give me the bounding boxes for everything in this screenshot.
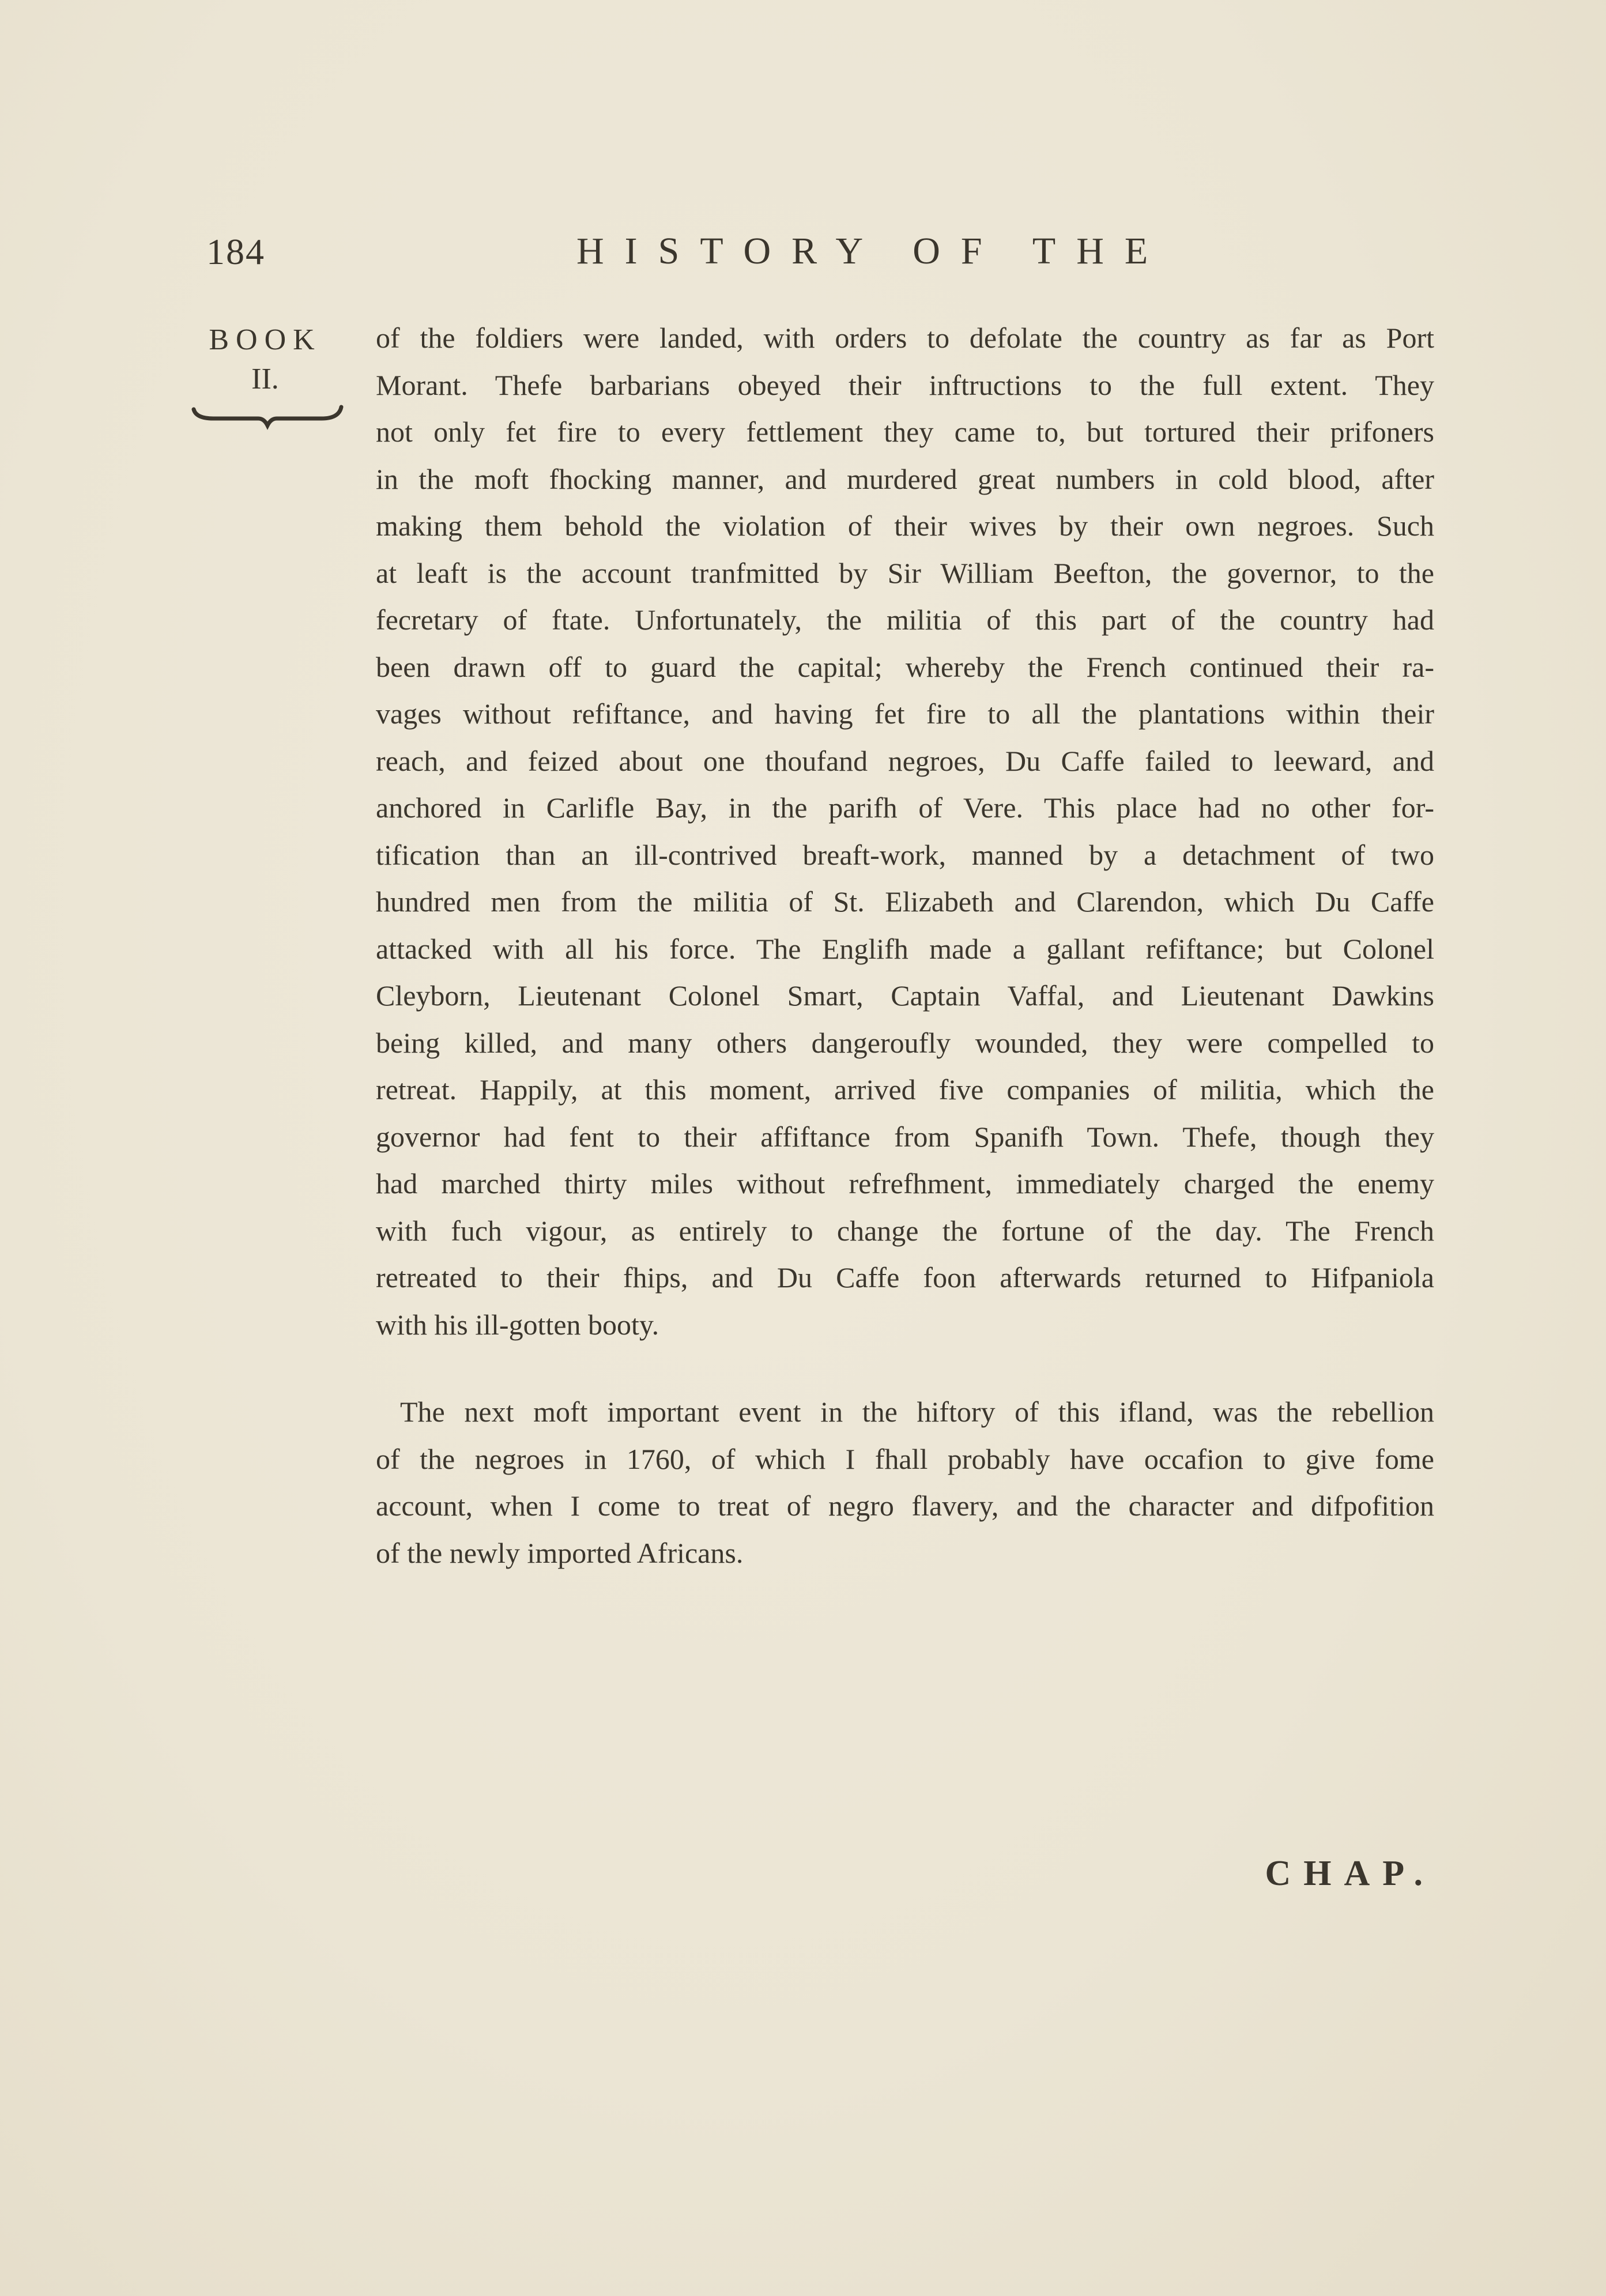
text-line: being killed, and many others dangeroufly wounded, they were compelled to — [376, 1026, 1434, 1059]
text-line: been drawn off to guard the capital; whereby the French continued their ra- — [376, 650, 1434, 683]
text-line: retreat. Happily, at this moment, arrived five companies of militia, which the — [376, 1073, 1434, 1106]
text-line: vages without refiftance, and having fet fire to all the plantations within their — [376, 698, 1434, 730]
text-line: of the foldiers were landed, with orders to defolate the country as far as Port — [376, 322, 1434, 354]
text-line: retreated to their fhips, and Du Caffe foon afterwards returned to Hifpaniola — [376, 1261, 1434, 1294]
text-line: The next moft important event in the hiftory of this ifland, was the rebellion — [400, 1396, 1434, 1428]
text-line: at leaft is the account tranfmitted by Sir William Beefton, the governor, to the — [376, 556, 1434, 589]
page-number: 184 — [206, 231, 265, 272]
running-head: HISTORY OF THE — [576, 230, 1169, 272]
paragraph-2 — [376, 1389, 1434, 1577]
text-line: making them behold the violation of their wives by their own negroes. Such — [376, 510, 1434, 542]
side-note — [190, 321, 340, 399]
text-line: fecretary of ftate. Unfortunately, the militia of this part of the country had — [376, 604, 1434, 636]
text-line: Cleyborn, Lieutenant Colonel Smart, Captain Vaffal, and Lieutenant Dawkins — [376, 979, 1434, 1012]
text-line: reach, and feized about one thoufand negroes, Du Caffe failed to leeward, and — [376, 744, 1434, 777]
brace-ornament-icon — [190, 399, 346, 433]
text-line: of the newly imported Africans. — [376, 1536, 744, 1569]
text-line: of the negroes in 1760, of which I fhall probably have occafion to give fome — [376, 1442, 1434, 1475]
paragraph-1 — [376, 315, 1434, 1348]
text-line: attacked with all his force. The Englifh made a gallant refiftance; but Colonel — [376, 932, 1434, 965]
catchword: CHAP. — [1265, 1854, 1435, 1893]
text-line: not only fet fire to every fettlement they came to, but tortured their prifoners — [376, 416, 1434, 448]
text-line: governor had fent to their affiftance from Spanifh Town. Thefe, though they — [376, 1120, 1434, 1153]
text-line: hundred men from the militia of St. Elizabeth and Clarendon, which Du Caffe — [376, 885, 1434, 918]
text-line: had marched thirty miles without refrefhment, immediately charged the enemy — [376, 1167, 1434, 1200]
side-note-book: BOOK — [209, 323, 322, 356]
text-line: with fuch vigour, as entirely to change the fortune of the day. The French — [376, 1214, 1434, 1247]
text-line: anchored in Carlifle Bay, in the parifh of Vere. This place had no other for- — [376, 791, 1434, 824]
text-line: account, when I come to treat of negro flavery, and the character and difpofition — [376, 1490, 1434, 1522]
text-line: in the moft fhocking manner, and murdered great numbers in cold blood, after — [376, 462, 1434, 495]
text-line: Morant. Thefe barbarians obeyed their inftructions to the full extent. They — [376, 368, 1434, 401]
text-line: with his ill-gotten booty. — [376, 1308, 659, 1341]
side-note-number: II. — [251, 363, 279, 395]
text-line: tification than an ill-contrived breaft-work, manned by a detachment of two — [376, 838, 1434, 871]
